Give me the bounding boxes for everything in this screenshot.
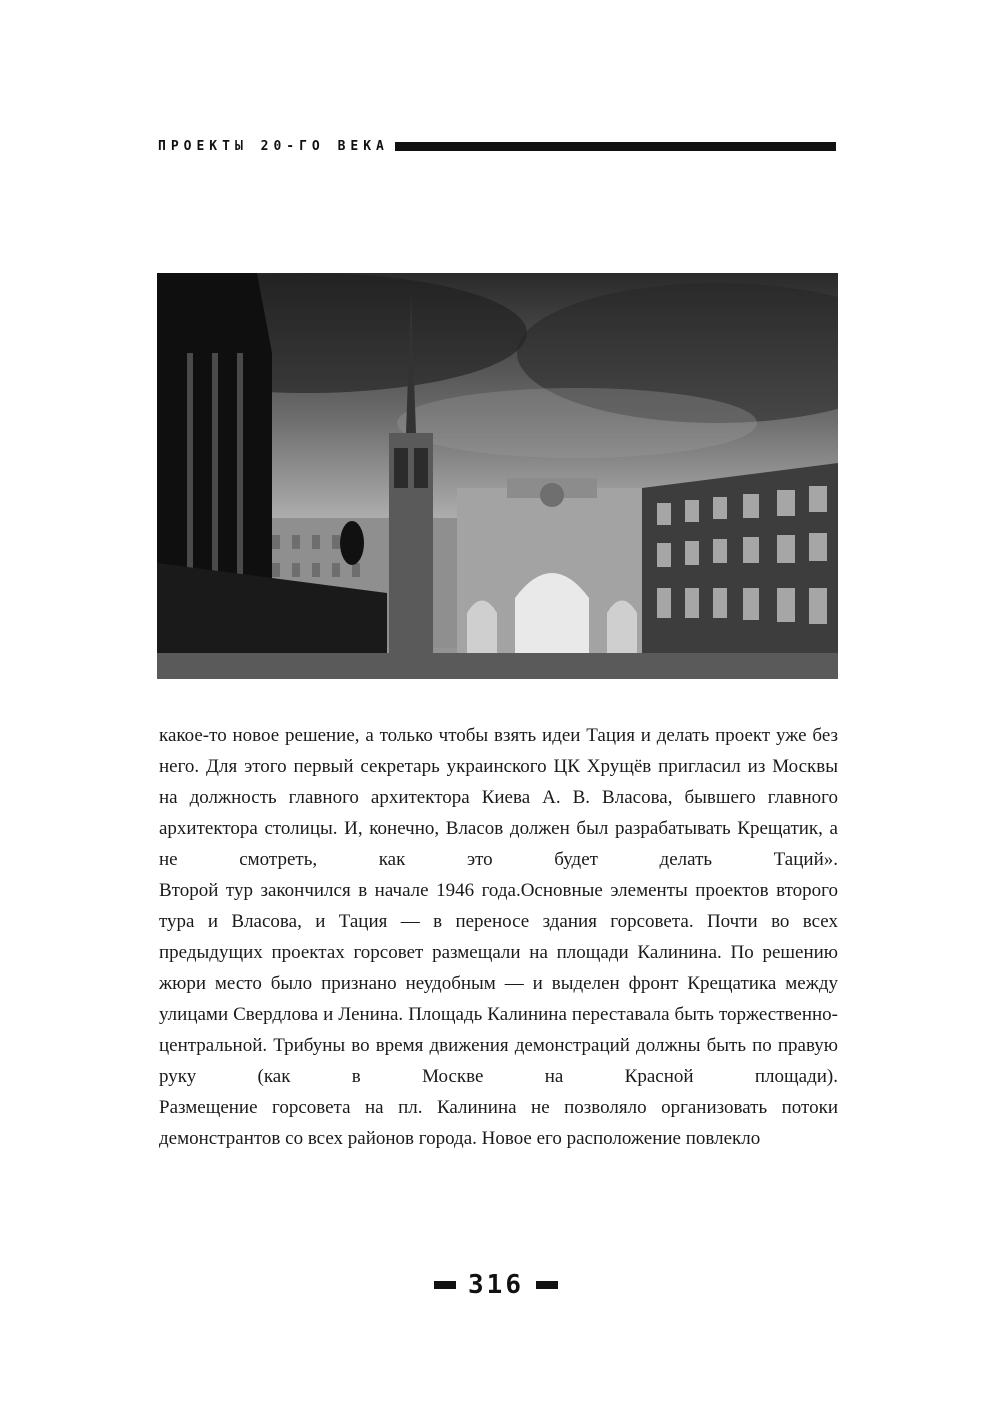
- folio-bar-left: [434, 1281, 456, 1289]
- folio-bar-right: [536, 1281, 558, 1289]
- paragraph: Второй тур закончился в начале 1946 года.Основные элементы проектов второго тура и Власова, и Тация — в переносе здания горсовета. Почти во всех предыдущих проектах горсовет размещали на площади Калинина. По решению жюри место было признано неудобным — и выделен фронт Крещатика между улицами Свердлова и Ленина. Площадь Калинина переставала быть торжественно-центральной. Трибуны во время движения демонстраций должны быть по правую руку (как в Москве на Красной площади).: [159, 880, 838, 1087]
- header-rule: [395, 142, 836, 151]
- paragraph: какое-то новое решение, а только чтобы взять идеи Тация и делать проект уже без него. Для этого первый секретарь украинского ЦК Хрущёв пригласил из Москвы на должность главного архитектора Киева А. В. Власова, бывшего главного архитектора столицы. И, конечно, Власов должен был разрабатывать Крещатик, а не смотреть, как это будет делать Таций».: [159, 725, 838, 870]
- running-header: [158, 136, 836, 156]
- page-number: 316: [468, 1270, 524, 1300]
- body-text: [159, 720, 838, 1154]
- running-title: ПРОЕКТЫ 20-ГО ВЕКА: [158, 138, 389, 154]
- illustration-drawing: [157, 273, 838, 679]
- page-folio: [0, 1270, 992, 1300]
- paragraph: Размещение горсовета на пл. Калинина не позволяло организовать потоки демонстрантов со всех районов города. Новое его расположение повлекло: [159, 1097, 838, 1149]
- illustration: [157, 273, 838, 679]
